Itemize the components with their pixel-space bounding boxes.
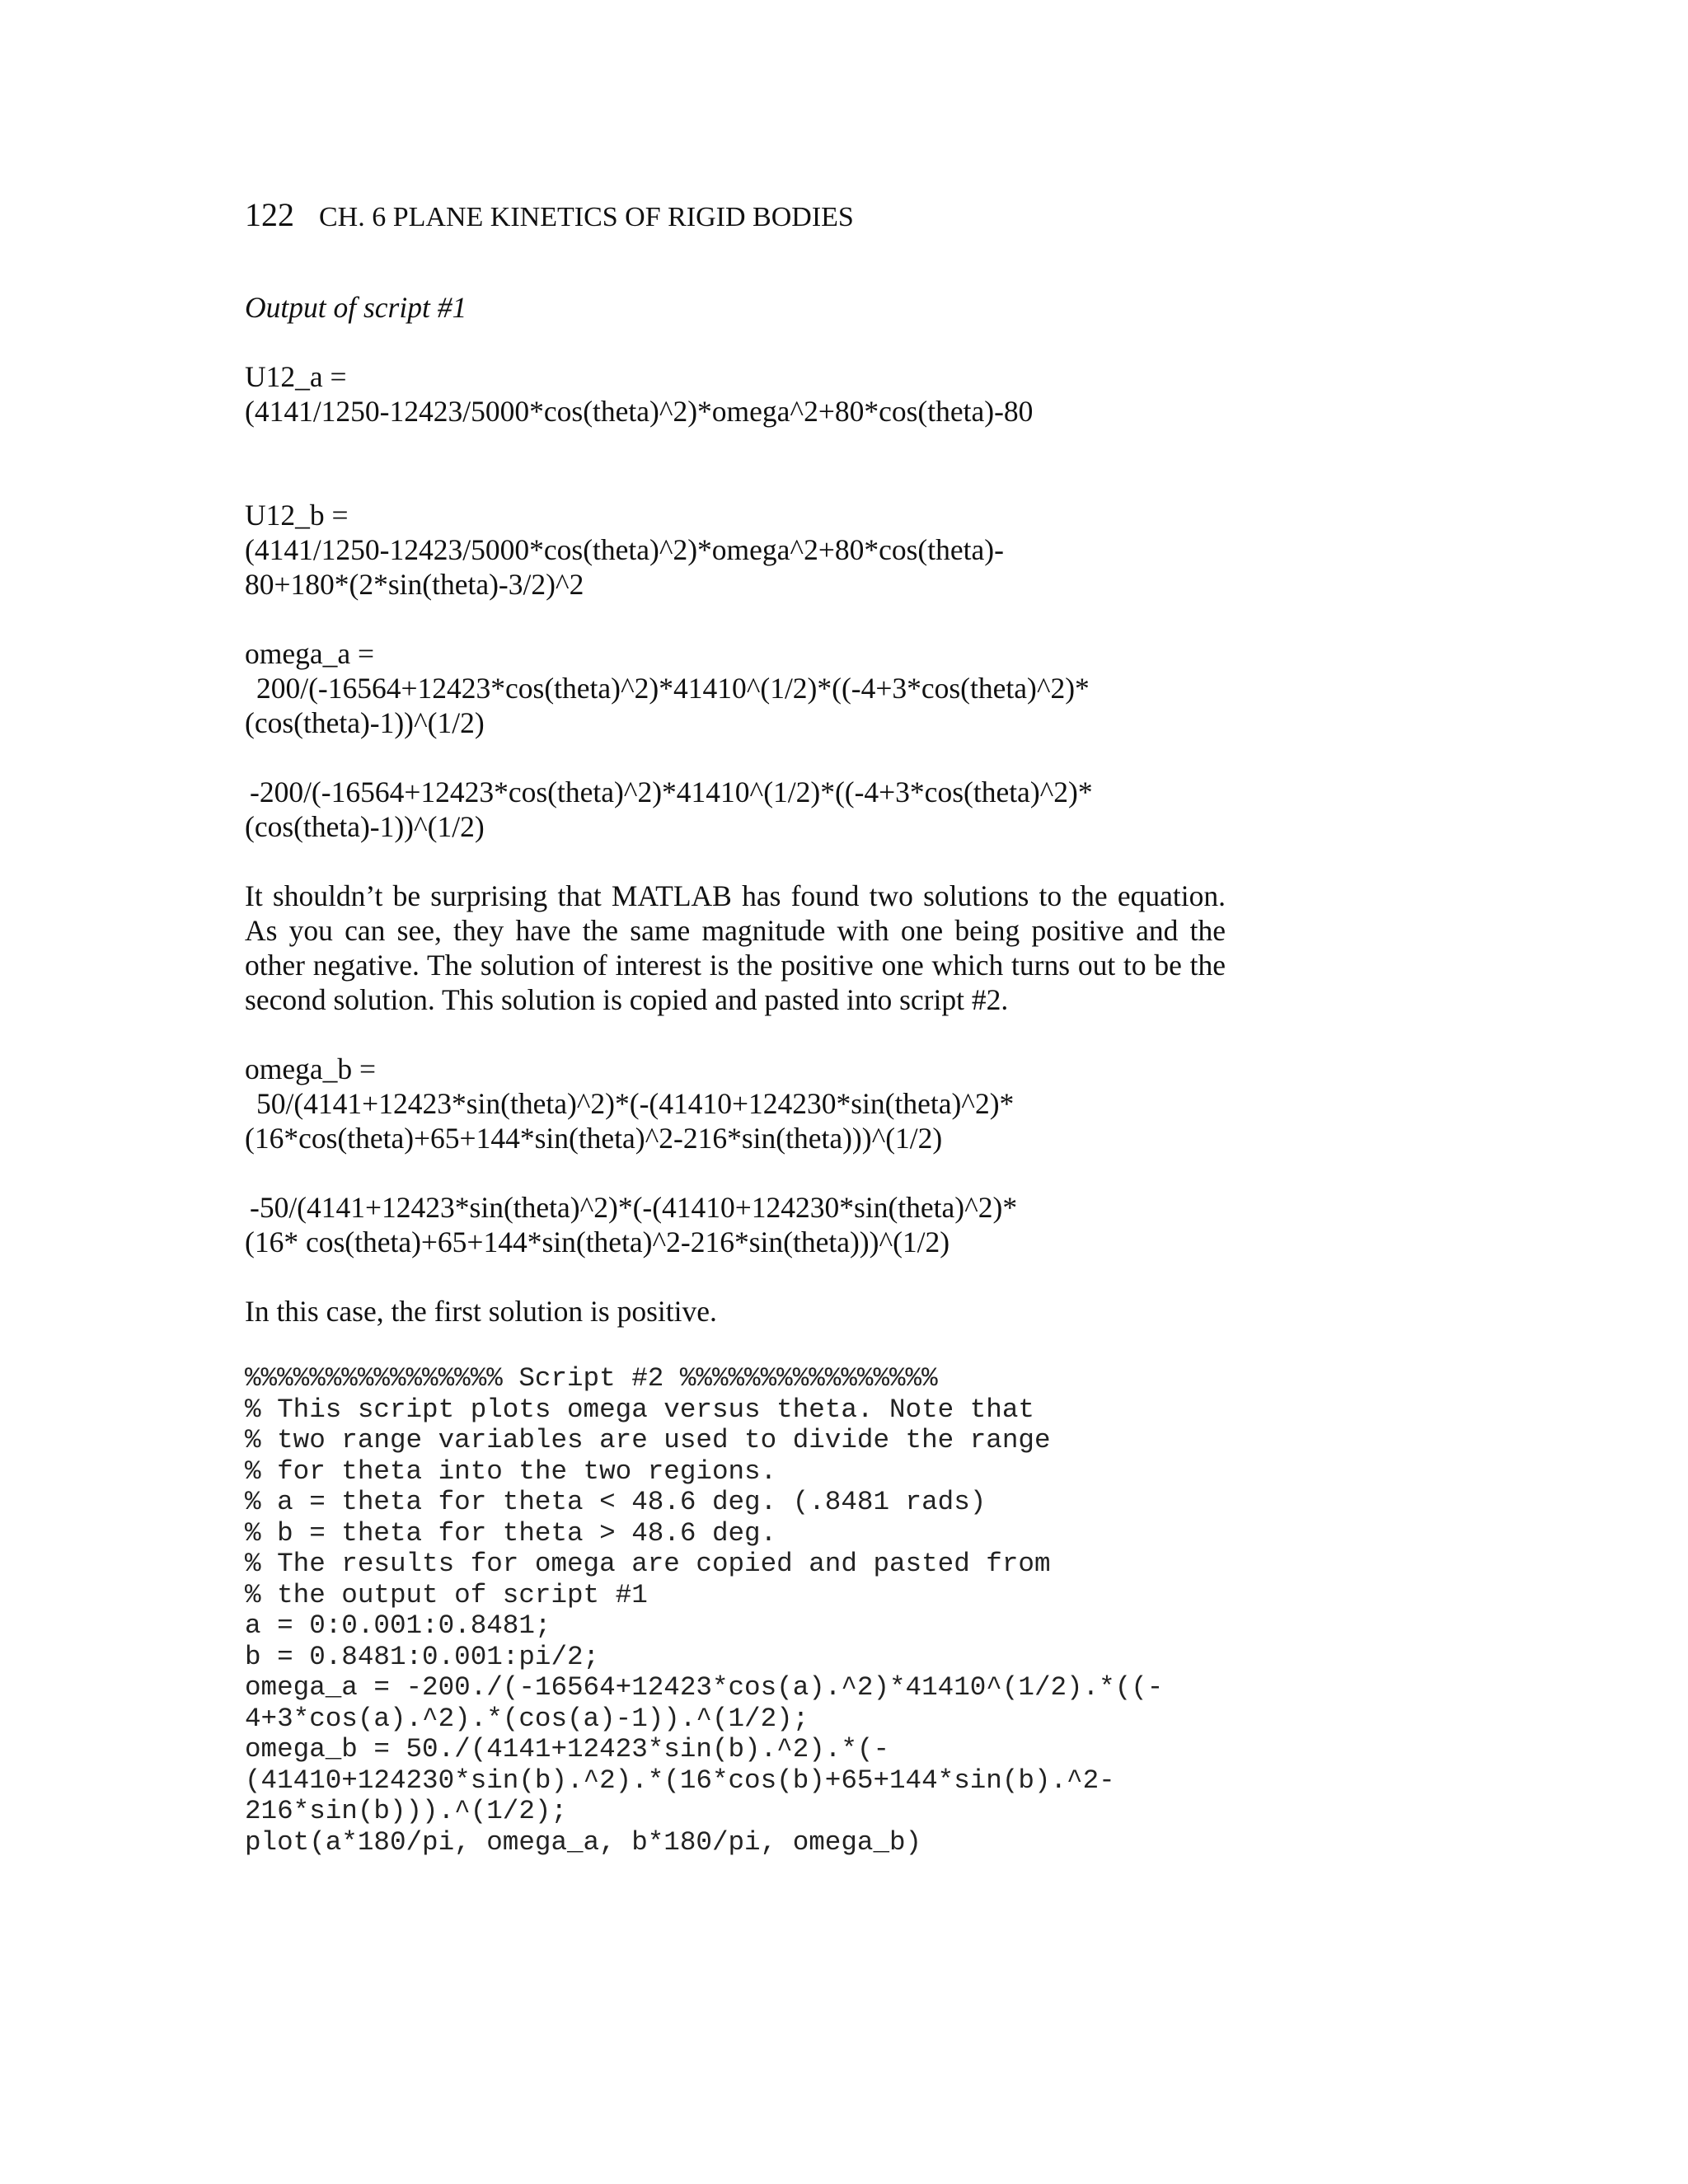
- code-line: % for theta into the two regions.: [245, 1455, 777, 1487]
- code-line: % the output of script #1: [245, 1579, 648, 1610]
- code-line: plot(a*180/pi, omega_a, b*180/pi, omega_b): [245, 1826, 922, 1858]
- script-2-code-block: [245, 1363, 1226, 1858]
- code-line: omega_a = -200./(-16564+12423*cos(a).^2)*41410^(1/2).*((-: [245, 1672, 1164, 1703]
- u12-b-label: U12_b =: [245, 499, 349, 532]
- code-line: % two range variables are used to divide the range: [245, 1425, 1051, 1455]
- chapter-title: CH. 6 PLANE KINETICS OF RIGID BODIES: [319, 202, 854, 232]
- omega-b-solution-2-line-1: -50/(4141+12423*sin(theta)^2)*(-(41410+124230*sin(theta)^2)*: [250, 1191, 1018, 1224]
- code-line: % b = theta for theta > 48.6 deg.: [245, 1517, 777, 1549]
- omega-a-solution-1-line-1: 200/(-16564+12423*cos(theta)^2)*41410^(1/2)*((-4+3*cos(theta)^2)*: [256, 672, 1090, 705]
- section-heading: Output of script #1: [245, 291, 467, 324]
- code-line: % a = theta for theta < 48.6 deg. (.8481 rads): [245, 1487, 987, 1517]
- code-line: b = 0.8481:0.001:pi/2;: [245, 1641, 600, 1672]
- page-number: 122: [245, 196, 294, 233]
- code-line: a = 0:0.001:0.8481;: [245, 1610, 551, 1641]
- code-line: % The results for omega are copied and pasted from: [245, 1549, 1051, 1579]
- omega-a-solution-2-line-2: (cos(theta)-1))^(1/2): [245, 810, 485, 843]
- running-header: [245, 194, 854, 238]
- u12-b-expression-line-1: (4141/1250-12423/5000*cos(theta)^2)*omega^2+80*cos(theta)-: [245, 533, 1004, 566]
- code-line: % This script plots omega versus theta. Note that: [245, 1394, 1034, 1425]
- code-line: 4+3*cos(a).^2).*(cos(a)-1)).^(1/2);: [245, 1703, 809, 1734]
- omega-b-solution-1-line-2: (16*cos(theta)+65+144*sin(theta)^2-216*sin(theta)))^(1/2): [245, 1122, 943, 1155]
- u12-b-expression-line-2: 80+180*(2*sin(theta)-3/2)^2: [245, 568, 584, 601]
- code-line: (41410+124230*sin(b).^2).*(16*cos(b)+65+144*sin(b).^2-: [245, 1765, 1115, 1796]
- u12-a-expression: (4141/1250-12423/5000*cos(theta)^2)*omega^2+80*cos(theta)-80: [245, 395, 1034, 428]
- u12-a-block: [245, 359, 1226, 429]
- u12-b-block: [245, 498, 1226, 602]
- omega-b-solution-1-line-1: 50/(4141+12423*sin(theta)^2)*(-(41410+124230*sin(theta)^2)*: [256, 1087, 1015, 1120]
- omega-a-solution-2-line-1: -200/(-16564+12423*cos(theta)^2)*41410^(1/2)*((-4+3*cos(theta)^2)*: [250, 776, 1093, 808]
- omega-a-solution-1-line-2: (cos(theta)-1))^(1/2): [245, 706, 485, 739]
- explanation-paragraph: It shouldn’t be surprising that MATLAB has found two solutions to the equation. As you can see, they have the same magnitude with one being positive and the other negative. The solution of interest is the positive one which turns out to be the second solution. This solution is copied and pasted into script #2.: [245, 879, 1226, 1016]
- u12-a-label: U12_a =: [245, 360, 347, 393]
- omega-b-label: omega_b =: [245, 1052, 377, 1085]
- page-body: [245, 290, 1226, 1858]
- omega-b-solution-2-line-2: (16* cos(theta)+65+144*sin(theta)^2-216*sin(theta)))^(1/2): [245, 1226, 950, 1258]
- omega-a-block: [245, 636, 1226, 844]
- code-line: %%%%%%%%%%%%%%%% Script #2 %%%%%%%%%%%%%%%%: [245, 1363, 938, 1394]
- code-line: 216*sin(b))).^(1/2);: [245, 1796, 568, 1826]
- omega-b-block: [245, 1052, 1226, 1259]
- conclusion-paragraph: In this case, the first solution is positive.: [245, 1295, 717, 1328]
- omega-a-label: omega_a =: [245, 637, 375, 670]
- code-line: omega_b = 50./(4141+12423*sin(b).^2).*(-: [245, 1734, 890, 1765]
